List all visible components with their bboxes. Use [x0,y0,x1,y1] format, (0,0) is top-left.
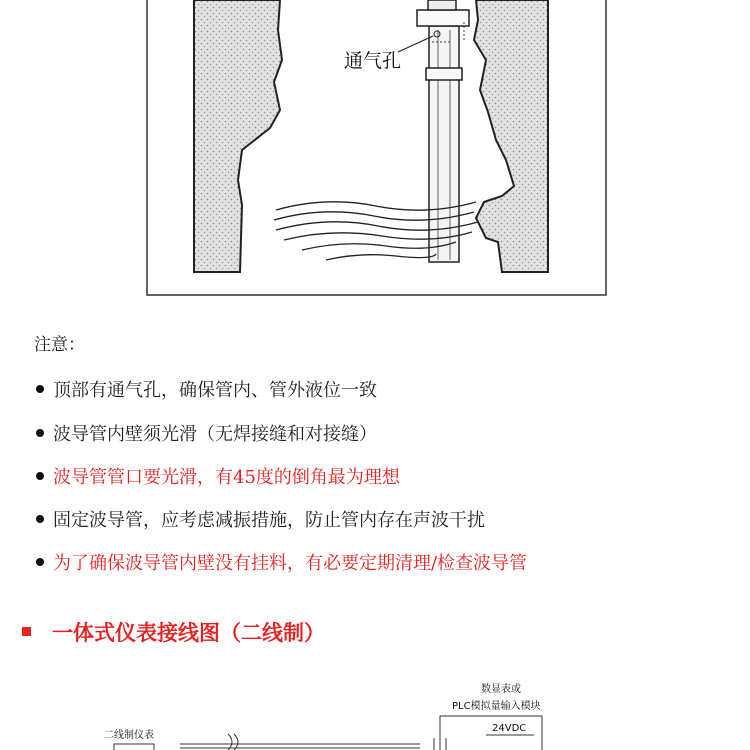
note-text: 波导管内壁须光滑（无焊接缝和对接缝） [53,424,377,445]
bullet-icon [36,385,44,393]
notes-title: 注意： [34,335,85,355]
section-heading [22,617,325,647]
display-label: 数显表或 [481,684,521,695]
waveguide-illustration [146,0,607,296]
wiring-diagram [0,660,750,750]
device-label: 二线制仪表 [104,730,154,741]
note-text: 顶部有通气孔，确保管内、管外液位一致 [53,380,377,401]
cable [180,734,420,750]
note-text: 波导管管口要光滑，有45度的倒角最为理想 [53,467,400,488]
section-title: 一体式仪表接线图（二线制） [52,621,325,645]
note-item-damping [36,506,485,532]
plc-label: PLC模拟量输入模块 [452,701,541,712]
note-item-pipe-mouth [36,463,400,489]
bullet-icon [36,472,44,480]
note-item-cleaning [36,549,527,575]
voltage-label: 24VDC [492,723,527,734]
note-item-vent [36,376,377,402]
bullet-icon [36,558,44,566]
note-text: 为了确保波导管内壁没有挂料，有必要定期清理/检查波导管 [53,553,528,574]
device-box [114,744,154,750]
note-item-smooth-wall [36,420,377,446]
bullet-icon [36,515,44,523]
bullet-icon [36,429,44,437]
note-text: 固定波导管，应考虑减振措施，防止管内存在声波干扰 [53,510,485,531]
plc-box [440,716,542,750]
square-bullet-icon [22,627,31,636]
vent-label: 通气孔 [344,50,402,72]
